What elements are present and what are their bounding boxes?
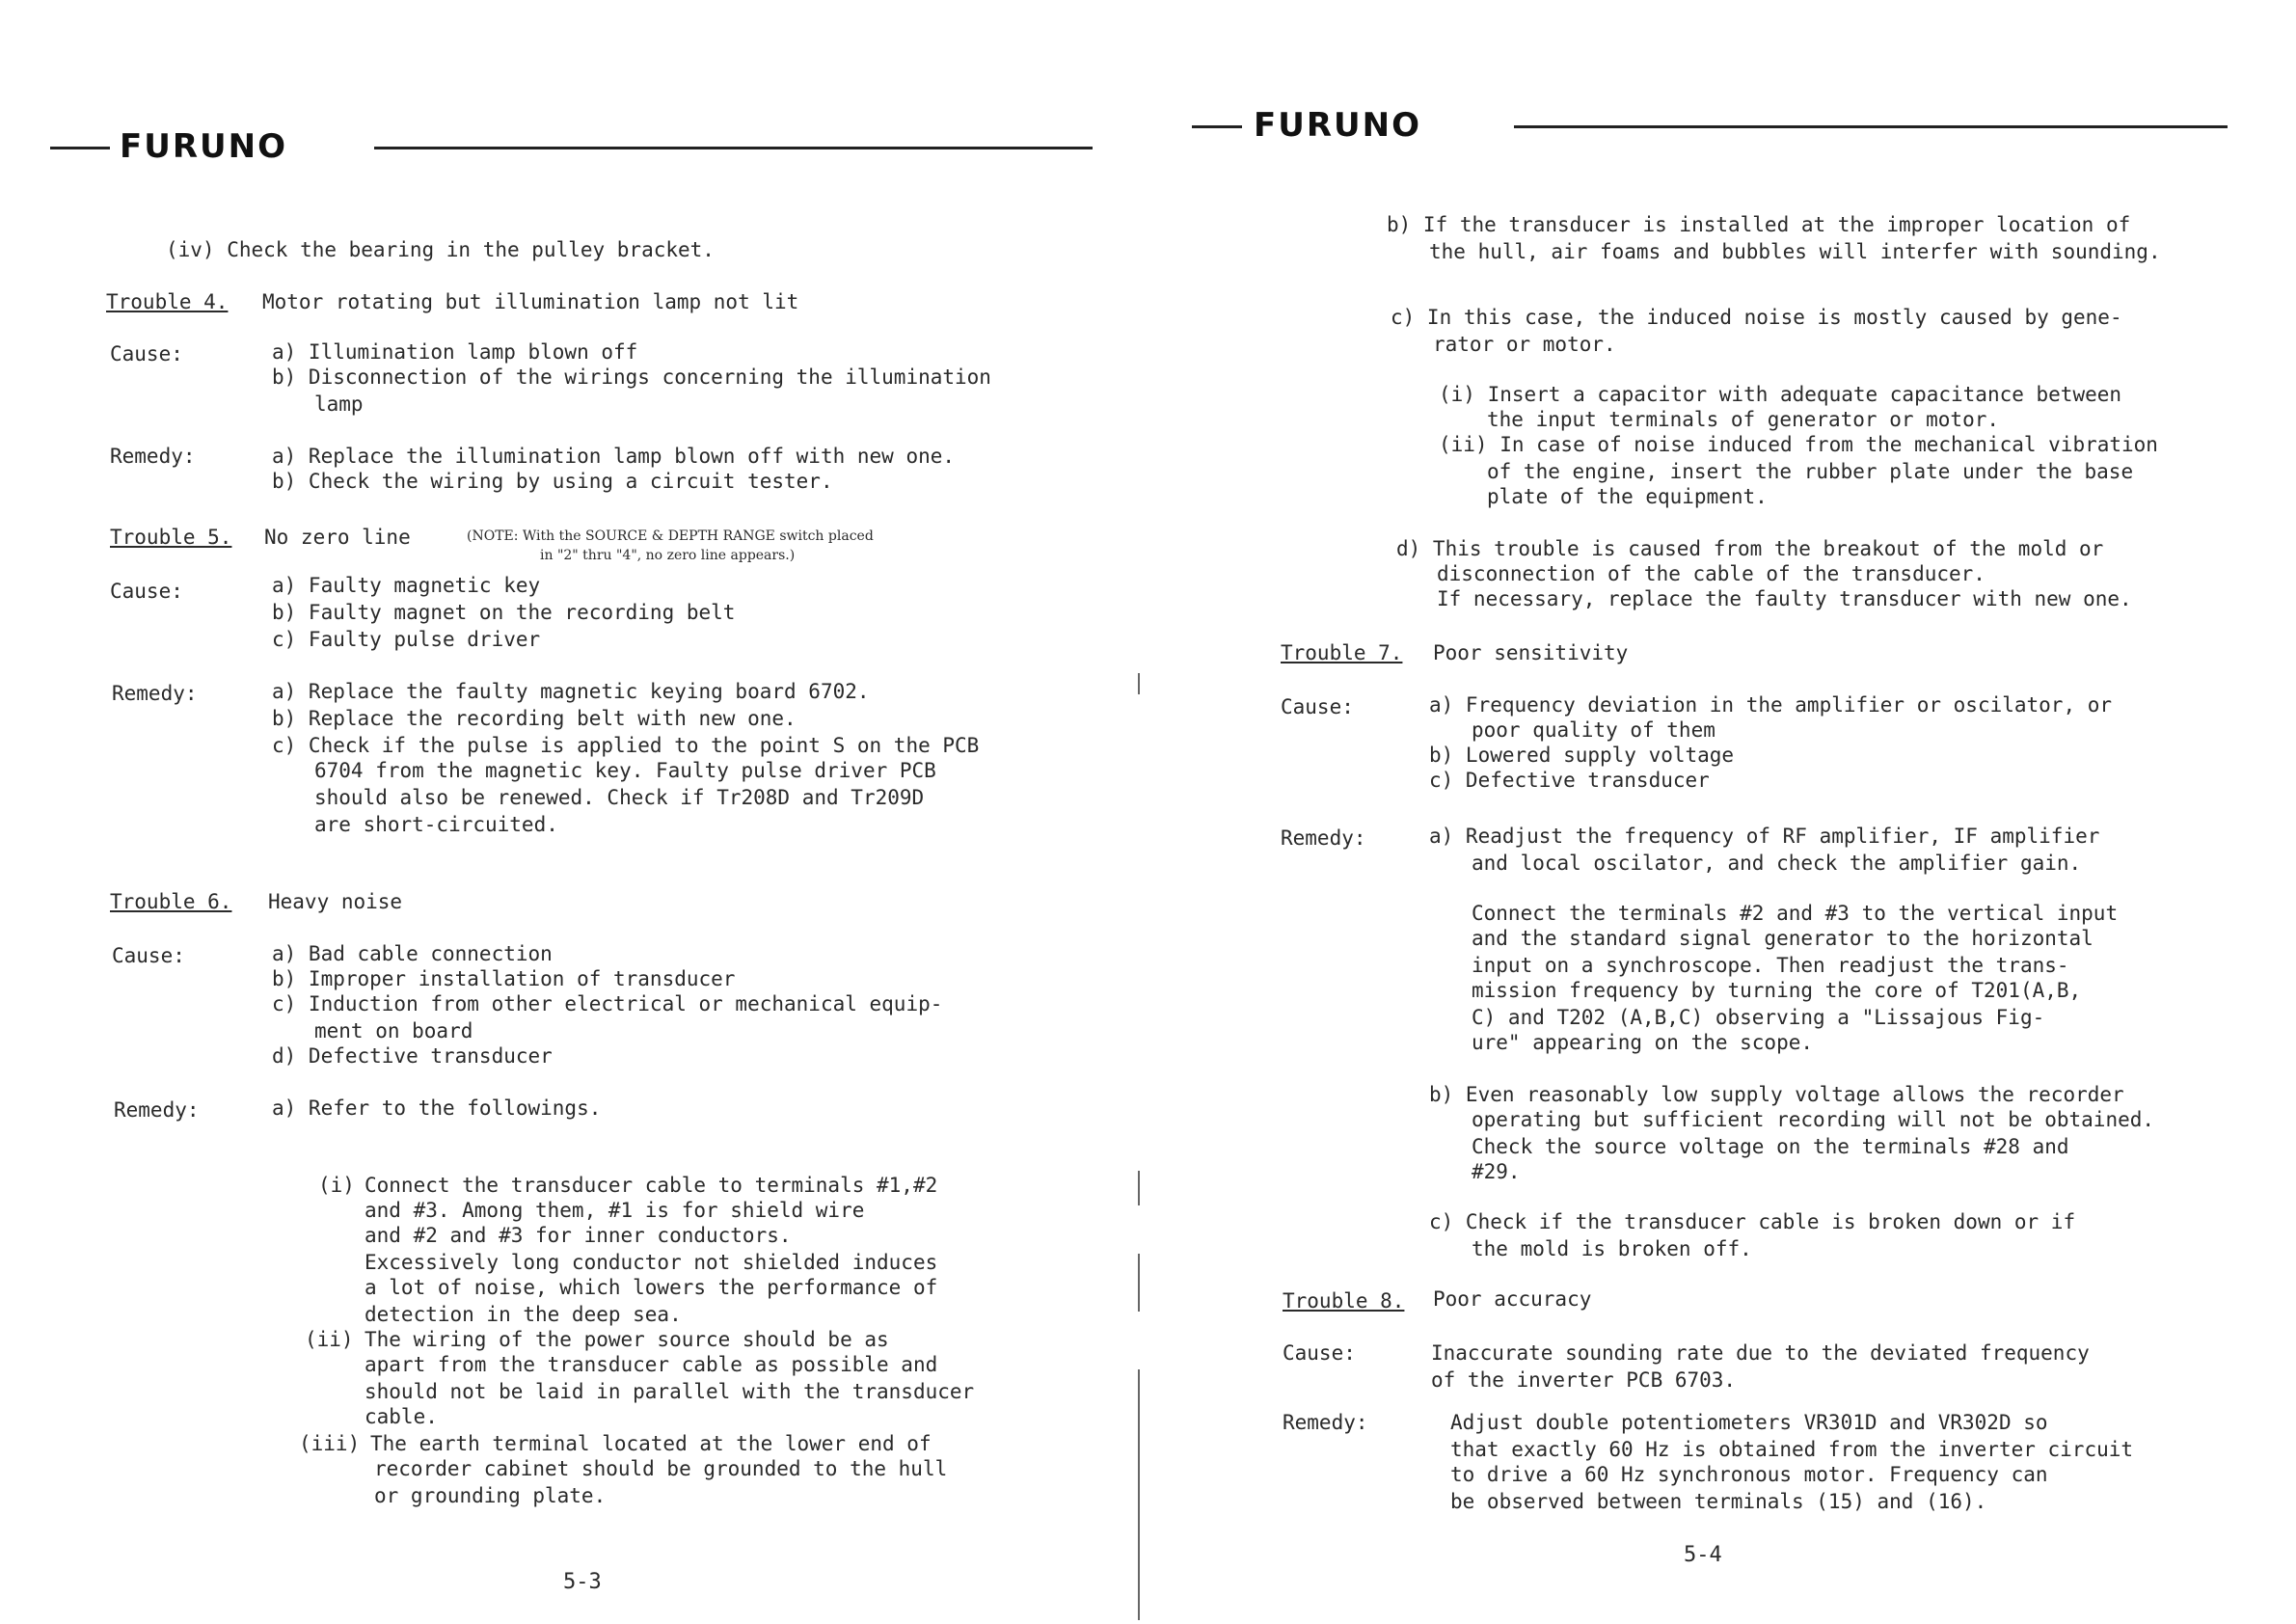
trouble-4-heading: Motor rotating but illumination lamp not lit	[262, 290, 799, 313]
t7-remedy-b-4: #29.	[1472, 1160, 1521, 1183]
t6-ii-num: (ii)	[305, 1328, 354, 1351]
t4-remedy-b: b) Check the wiring by using a circuit tester.	[272, 470, 833, 493]
cause-label: Cause:	[1283, 1341, 1356, 1365]
remedy-label: Remedy:	[114, 1098, 200, 1122]
cause-label: Cause:	[110, 580, 183, 603]
t6-i-line-1: Connect the transducer cable to terminals #1,#2	[365, 1174, 938, 1197]
remedy-label: Remedy:	[112, 682, 198, 705]
t7-remedy-a2-2: and the standard signal generator to the horizontal	[1472, 927, 2093, 950]
t6-iii-line-1: The earth terminal located at the lower end of	[370, 1432, 932, 1455]
trouble-6-heading: Heavy noise	[268, 890, 403, 913]
t5-note-2: in "2" thru "4", no zero line appears.)	[540, 548, 796, 563]
trouble-6-title: Trouble 6.	[110, 890, 232, 913]
d-line-2: disconnection of the cable of the transducer.	[1437, 562, 1985, 585]
t6-ii-line-2: apart from the transducer cable as possible and	[365, 1353, 938, 1376]
t5-remedy-a: a) Replace the faulty magnetic keying board 6702.	[272, 680, 870, 703]
t5-cause-b: b) Faulty magnet on the recording belt	[272, 601, 736, 624]
cause-label: Cause:	[112, 944, 185, 967]
t7-remedy-c-2: the mold is broken off.	[1472, 1237, 1752, 1260]
t7-cause-b: b) Lowered supply voltage	[1429, 744, 1735, 767]
t4-remedy-a: a) Replace the illumination lamp blown off with new one.	[272, 445, 956, 468]
t8-remedy-2: that exactly 60 Hz is obtained from the inverter circuit	[1450, 1438, 2134, 1461]
t8-remedy-4: be observed between terminals (15) and (16).	[1450, 1490, 1987, 1513]
t6-cause-c2: ment on board	[314, 1019, 473, 1042]
t5-remedy-c2: 6704 from the magnetic key. Faulty pulse driver PCB	[314, 759, 936, 782]
t7-remedy-c-1: c) Check if the transducer cable is broken down or if	[1429, 1210, 2076, 1233]
t5-remedy-b: b) Replace the recording belt with new one.	[272, 707, 797, 730]
furuno-logo: FURUNO	[120, 127, 287, 166]
right-page	[1138, 0, 2296, 1624]
t8-remedy-1: Adjust double potentiometers VR301D and VR302D so	[1450, 1411, 2048, 1434]
t4-cause-a: a) Illumination lamp blown off	[272, 340, 638, 364]
t5-remedy-c4: are short-circuited.	[314, 813, 558, 836]
b-line-1: b) If the transducer is installed at the improper location of	[1387, 213, 2131, 236]
t6-remedy-a: a) Refer to the followings.	[272, 1096, 602, 1120]
t7-remedy-b-3: Check the source voltage on the terminals #28 and	[1472, 1135, 2069, 1158]
t6-i-line-6: detection in the deep sea.	[365, 1303, 682, 1326]
t6-ii-line-3: should not be laid in parallel with the transducer	[365, 1380, 975, 1403]
cii-line-2: of the engine, insert the rubber plate under the base	[1487, 460, 2134, 483]
t6-ii-line-1: The wiring of the power source should be as	[365, 1328, 889, 1351]
b-line-2: the hull, air foams and bubbles will interfer with sounding.	[1429, 240, 2161, 263]
t6-cause-c: c) Induction from other electrical or mechanical equip-	[272, 992, 943, 1015]
trouble-5-title: Trouble 5.	[110, 526, 232, 549]
t6-iii-line-2: recorder cabinet should be grounded to the hull	[374, 1457, 948, 1480]
t7-cause-a2: poor quality of them	[1472, 718, 1715, 742]
t4-cause-b: b) Disconnection of the wirings concerning the illumination	[272, 365, 991, 389]
d-line-1: d) This trouble is caused from the breakout of the mold or	[1396, 537, 2104, 560]
trouble-7-title: Trouble 7.	[1281, 641, 1403, 664]
line-iv: (iv) Check the bearing in the pulley bracket.	[166, 238, 715, 261]
trouble-8-title: Trouble 8.	[1283, 1289, 1405, 1313]
trouble-4-title: Trouble 4.	[106, 290, 229, 313]
t7-cause-c: c) Defective transducer	[1429, 769, 1710, 792]
t6-i-line-2: and #3. Among them, #1 is for shield wire	[365, 1199, 865, 1222]
t6-i-line-4: Excessively long conductor not shielded induces	[365, 1251, 938, 1274]
t5-note-1: (NOTE: With the SOURCE & DEPTH RANGE switch placed	[467, 528, 874, 544]
t6-i-line-3: and #2 and #3 for inner conductors.	[365, 1224, 792, 1247]
t7-remedy-a2-5: C) and T202 (A,B,C) observing a "Lissajous Fig-	[1472, 1006, 2045, 1029]
t7-cause-a: a) Frequency deviation in the amplifier or oscilator, or	[1429, 693, 2113, 717]
t5-cause-c: c) Faulty pulse driver	[272, 628, 541, 651]
cause-label: Cause:	[110, 342, 183, 365]
ci-line-2: the input terminals of generator or motor.	[1487, 408, 2000, 431]
c-line-1: c) In this case, the induced noise is mostly caused by gene-	[1391, 306, 2122, 329]
t7-remedy-b-1: b) Even reasonably low supply voltage allows the recorder	[1429, 1083, 2124, 1106]
remedy-label: Remedy:	[1283, 1411, 1368, 1434]
t7-remedy-a-2: and local oscilator, and check the amplifier gain.	[1472, 852, 2082, 875]
page-number-left: 5-3	[563, 1570, 602, 1594]
cii-line-1: (ii) In case of noise induced from the mechanical vibration	[1439, 433, 2158, 456]
t5-remedy-c: c) Check if the pulse is applied to the point S on the PCB	[272, 734, 980, 757]
t6-ii-line-4: cable.	[365, 1405, 438, 1428]
remedy-label: Remedy:	[110, 445, 196, 468]
page-number-right: 5-4	[1684, 1543, 1722, 1567]
furuno-logo: FURUNO	[1254, 106, 1421, 145]
t8-remedy-3: to drive a 60 Hz synchronous motor. Frequency can	[1450, 1463, 2048, 1486]
t7-remedy-b-2: operating but sufficient recording will not be obtained.	[1472, 1108, 2155, 1131]
trouble-7-heading: Poor sensitivity	[1433, 641, 1629, 664]
right-header	[1138, 106, 2296, 145]
t7-remedy-a2-6: ure" appearing on the scope.	[1472, 1031, 1814, 1054]
left-page	[0, 0, 1138, 1624]
t6-iii-num: (iii)	[299, 1432, 361, 1455]
trouble-5-heading: No zero line	[264, 526, 411, 549]
t5-remedy-c3: should also be renewed. Check if Tr208D and Tr209D	[314, 786, 925, 809]
t6-cause-a: a) Bad cable connection	[272, 942, 553, 965]
t7-remedy-a-1: a) Readjust the frequency of RF amplifier, IF amplifier	[1429, 825, 2100, 848]
t6-iii-line-3: or grounding plate.	[374, 1484, 607, 1507]
t6-cause-b: b) Improper installation of transducer	[272, 967, 736, 990]
left-header	[0, 127, 1138, 166]
cause-label: Cause:	[1281, 695, 1354, 718]
d-line-3: If necessary, replace the faulty transducer with new one.	[1437, 587, 2132, 610]
t6-i-line-5: a lot of noise, which lowers the performance of	[365, 1276, 938, 1299]
t4-cause-b2: lamp	[314, 392, 364, 416]
c-line-2: rator or motor.	[1433, 333, 1616, 356]
trouble-8-heading: Poor accuracy	[1433, 1287, 1592, 1311]
t7-remedy-a2-4: mission frequency by turning the core of T201(A,B,	[1472, 979, 2082, 1002]
t7-remedy-a2-3: input on a synchroscope. Then readjust the trans-	[1472, 954, 2069, 977]
t7-remedy-a2-1: Connect the terminals #2 and #3 to the vertical input	[1472, 902, 2119, 925]
cii-line-3: plate of the equipment.	[1487, 485, 1768, 508]
t6-cause-d: d) Defective transducer	[272, 1044, 553, 1068]
t5-cause-a: a) Faulty magnetic key	[272, 574, 541, 597]
ci-line-1: (i) Insert a capacitor with adequate capacitance between	[1439, 383, 2122, 406]
t8-cause-1: Inaccurate sounding rate due to the deviated frequency	[1431, 1341, 2090, 1365]
remedy-label: Remedy:	[1281, 826, 1366, 850]
t8-cause-2: of the inverter PCB 6703.	[1431, 1368, 1737, 1392]
t6-i-num: (i)	[318, 1174, 355, 1197]
